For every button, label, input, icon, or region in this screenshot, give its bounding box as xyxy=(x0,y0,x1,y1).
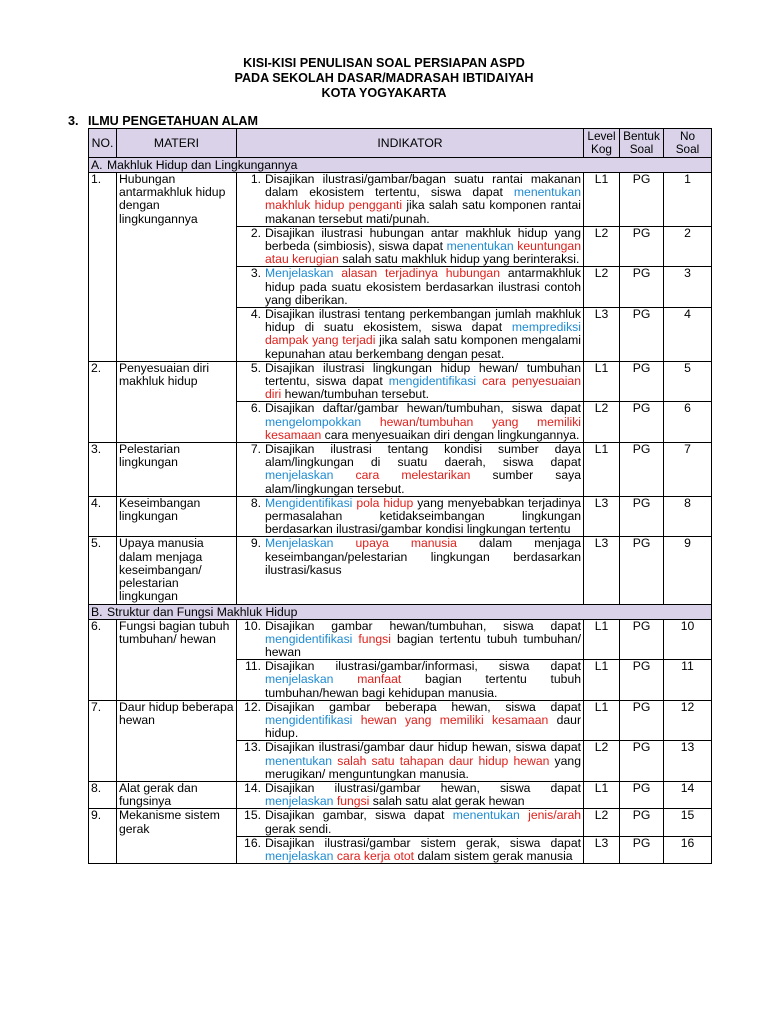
indikator-cell xyxy=(237,781,584,808)
indikator-verb: Mengidentifikasi xyxy=(265,495,353,510)
indikator-text xyxy=(265,227,581,267)
indikator-key-phrase: dampak yang terjadi xyxy=(265,333,376,348)
indikator-text xyxy=(265,173,581,226)
indikator-verb: menentukan xyxy=(265,753,333,768)
section-title: ILMU PENGETAHUAN ALAM xyxy=(88,114,259,128)
no-soal-cell: 10 xyxy=(664,619,712,660)
indikator-verb: Menjelaskan xyxy=(265,266,334,281)
group-row-a: A. Makhluk Hidup dan Lingkungannya xyxy=(89,158,712,173)
indikator-number: 15. xyxy=(244,808,261,823)
indikator-cell xyxy=(237,308,584,362)
indikator-text-segment: dalam sistem gerak manusia xyxy=(414,848,573,863)
materi-no: 6. xyxy=(89,619,117,700)
indikator-text xyxy=(265,537,581,577)
indikator-key-phrase: keuntungan atau kerugian xyxy=(265,239,581,267)
no-soal-cell: 7 xyxy=(664,443,712,497)
indikator-text-segment: antarmakhluk hidup pada suatu ekosistem berdasarkan ilustrasi contoh yang diberikan. xyxy=(265,266,581,307)
indikator-text xyxy=(265,837,581,863)
section-heading xyxy=(68,114,258,128)
bentuk-cell: PG xyxy=(620,402,664,443)
level-cell: L2 xyxy=(584,741,620,782)
level-cell: L1 xyxy=(584,443,620,497)
indikator-text-segment: yang menyebabkan terjadinya permasalahan ketidakseimbangan lingkungan berdasarkan ilustrasi/gambar kondisi lingkungan tertentu xyxy=(265,495,581,537)
level-cell: L1 xyxy=(584,660,620,701)
materi-no: 7. xyxy=(89,700,117,781)
materi-no: 1. xyxy=(89,173,117,362)
indikator-key-phrase: jenis/arah xyxy=(528,808,582,823)
indikator-text-segment: Disajikan ilustrasi lingkungan hidup hewan/ tumbuhan tertentu, siswa dapat xyxy=(265,360,581,389)
indikator-text xyxy=(265,741,581,781)
level-cell: L2 xyxy=(584,402,620,443)
indikator-key-phrase: fungsi xyxy=(336,794,370,809)
no-soal-cell: 8 xyxy=(664,496,712,537)
indikator-key-phrase: alasan terjadinya hubungan xyxy=(341,266,500,281)
indikator-verb: menentukan xyxy=(446,239,514,254)
materi-text: Keseimbangan lingkungan xyxy=(117,496,237,537)
col-header-materi: MATERI xyxy=(117,129,237,158)
indikator-text-segment: Disajikan ilustrasi/gambar daur hidup hewan, siswa dapat xyxy=(265,740,581,755)
level-cell: L1 xyxy=(584,619,620,660)
indikator-text-segment: Disajikan gambar, siswa dapat xyxy=(265,808,453,823)
table-row xyxy=(89,537,712,604)
indikator-text-segment: Disajikan ilustrasi tentang perkembangan jumlah makhluk hidup di suatu ekosistem, siswa dapat xyxy=(265,307,581,335)
no-soal-cell: 13 xyxy=(664,741,712,782)
indikator-number: 9. xyxy=(250,536,261,551)
indikator-text-segment: jika salah satu komponen rantai makanan tersebut mati/punah. xyxy=(265,198,581,226)
indikator-text xyxy=(265,362,581,402)
indikator-cell xyxy=(237,173,584,227)
indikator-cell xyxy=(237,361,584,402)
no-soal-cell: 4 xyxy=(664,308,712,362)
indikator-verb: mengidentifikasi xyxy=(388,374,477,389)
document-title xyxy=(0,56,768,101)
indikator-text xyxy=(265,267,581,307)
no-soal-cell: 12 xyxy=(664,700,712,741)
indikator-text-segment xyxy=(520,808,528,822)
bentuk-cell: PG xyxy=(620,443,664,497)
bentuk-cell: PG xyxy=(620,308,664,362)
table-row xyxy=(89,700,712,741)
bentuk-cell: PG xyxy=(620,496,664,537)
bentuk-cell: PG xyxy=(620,741,664,782)
indikator-cell xyxy=(237,700,584,741)
indikator-text xyxy=(265,782,581,808)
no-soal-cell: 15 xyxy=(664,809,712,836)
indikator-number: 3. xyxy=(250,266,261,281)
indikator-text-segment xyxy=(361,415,380,429)
indikator-text-segment: yang merugikan/ menguntungkan manusia. xyxy=(265,753,581,781)
level-cell: L2 xyxy=(584,267,620,308)
level-cell: L1 xyxy=(584,781,620,808)
materi-text: Hubungan antarmakhluk hidup dengan lingkungannya xyxy=(117,173,237,362)
indikator-text-segment: Disajikan gambar hewan/tumbuhan, siswa dapat xyxy=(265,618,581,633)
table-row xyxy=(89,496,712,537)
level-cell: L3 xyxy=(584,836,620,863)
col-header-level: Level Kog xyxy=(584,129,620,158)
title-line-1: KISI-KISI PENULISAN SOAL PERSIAPAN ASPD xyxy=(243,56,525,70)
indikator-cell xyxy=(237,226,584,267)
indikator-number: 6. xyxy=(250,401,261,416)
indikator-number: 2. xyxy=(250,225,261,240)
indikator-text xyxy=(265,660,581,700)
table-row xyxy=(89,361,712,402)
materi-no: 4. xyxy=(89,496,117,537)
indikator-cell xyxy=(237,809,584,836)
col-header-no-soal: No Soal xyxy=(664,129,712,158)
indikator-text-segment xyxy=(333,536,355,550)
indikator-text-segment: bagian tertentu tubuh tumbuhan/hewan bagi kehidupan manusia. xyxy=(265,672,581,700)
title-line-2: PADA SEKOLAH DASAR/MADRASAH IBTIDAIYAH xyxy=(234,71,534,85)
indikator-text xyxy=(265,443,581,496)
bentuk-cell: PG xyxy=(620,836,664,863)
indikator-text-segment: daur hidup. xyxy=(265,712,581,741)
indikator-cell xyxy=(237,443,584,497)
col-header-bentuk: Bentuk Soal xyxy=(620,129,664,158)
indikator-text xyxy=(265,402,581,442)
bentuk-cell: PG xyxy=(620,809,664,836)
indikator-cell xyxy=(237,537,584,604)
indikator-verb: memprediksi xyxy=(511,320,581,335)
bentuk-cell: PG xyxy=(620,361,664,402)
indikator-text xyxy=(265,308,581,361)
indikator-verb: menjelaskan xyxy=(265,468,334,483)
materi-text: Fungsi bagian tubuh tumbuhan/ hewan xyxy=(117,619,237,700)
indikator-number: 4. xyxy=(250,307,261,322)
materi-no: 9. xyxy=(89,809,117,864)
indikator-text-segment: jika salah satu komponen mengalami kepunahan atau berkembang dengan pesat. xyxy=(265,333,581,361)
indikator-number: 8. xyxy=(250,495,261,510)
bentuk-cell: PG xyxy=(620,619,664,660)
section-number: 3. xyxy=(68,114,79,128)
indikator-key-phrase: hewan yang memiliki kesamaan xyxy=(360,712,549,727)
indikator-verb: mengelompokkan xyxy=(265,414,362,429)
no-soal-cell: 9 xyxy=(664,537,712,604)
no-soal-cell: 1 xyxy=(664,173,712,227)
table-row xyxy=(89,173,712,227)
indikator-text xyxy=(265,620,581,660)
indikator-text-segment: dalam menjaga keseimbangan/pelestarian lingkungan berdasarkan ilustrasi/kasus xyxy=(265,536,581,577)
indikator-cell xyxy=(237,619,584,660)
indikator-number: 13. xyxy=(244,740,261,755)
indikator-number: 5. xyxy=(250,360,261,375)
indikator-cell xyxy=(237,660,584,701)
indikator-verb: menjelaskan xyxy=(265,794,334,809)
no-soal-cell: 14 xyxy=(664,781,712,808)
materi-text: Penyesuaian diri makhluk hidup xyxy=(117,361,237,442)
indikator-key-phrase: fungsi xyxy=(358,631,391,646)
level-cell: L1 xyxy=(584,361,620,402)
indikator-text-segment: cara menyesuaikan diri dengan lingkungannya. xyxy=(321,427,580,442)
indikator-text-segment xyxy=(333,468,355,482)
table-row xyxy=(89,809,712,836)
indikator-key-phrase: makhluk hidup pengganti xyxy=(265,198,403,213)
level-cell: L2 xyxy=(584,226,620,267)
kisi-kisi-table xyxy=(88,128,712,864)
indikator-key-phrase: pola hidup xyxy=(356,495,414,510)
indikator-text-segment: sumber saya alam/lingkungan tersebut. xyxy=(265,468,582,496)
indikator-verb: mengidentifikasi xyxy=(265,631,353,646)
indikator-text-segment: Disajikan ilustrasi/gambar/bagan suatu rantai makanan dalam ekosistem tertentu, siswa dapat xyxy=(265,172,581,200)
level-cell: L1 xyxy=(584,700,620,741)
group-row-b: B. Struktur dan Fungsi Makhluk Hidup xyxy=(89,604,712,619)
bentuk-cell: PG xyxy=(620,267,664,308)
indikator-text-segment: gerak sendi. xyxy=(265,821,332,836)
materi-text: Pelestarian lingkungan xyxy=(117,443,237,497)
level-cell: L2 xyxy=(584,809,620,836)
indikator-verb: menjelaskan xyxy=(265,672,334,687)
indikator-text-segment: salah satu alat gerak hewan xyxy=(369,794,525,809)
title-line-3: KOTA YOGYAKARTA xyxy=(321,86,447,100)
indikator-cell xyxy=(237,496,584,537)
level-cell: L3 xyxy=(584,496,620,537)
indikator-text-segment: Disajikan ilustrasi/gambar hewan, siswa dapat xyxy=(265,780,581,795)
indikator-key-phrase: cara penyesuaian diri xyxy=(265,374,581,402)
indikator-number: 14. xyxy=(244,780,261,795)
table-row xyxy=(89,443,712,497)
indikator-key-phrase: salah satu tahapan daur hidup hewan xyxy=(337,753,550,768)
no-soal-cell: 5 xyxy=(664,361,712,402)
level-cell: L3 xyxy=(584,308,620,362)
indikator-text-segment: hewan/tumbuhan tersebut. xyxy=(281,387,429,402)
table-row xyxy=(89,619,712,660)
bentuk-cell: PG xyxy=(620,781,664,808)
materi-no: 8. xyxy=(89,781,117,808)
no-soal-cell: 6 xyxy=(664,402,712,443)
no-soal-cell: 3 xyxy=(664,267,712,308)
indikator-text-segment: Disajikan ilustrasi tentang kondisi sumber daya alam/lingkungan di suatu daerah, siswa dapat xyxy=(265,442,581,470)
no-soal-cell: 11 xyxy=(664,660,712,701)
indikator-text-segment: salah satu makhluk hidup yang berinteraksi. xyxy=(338,252,580,267)
indikator-key-phrase: manfaat xyxy=(357,672,402,687)
indikator-number: 11. xyxy=(244,659,261,674)
bentuk-cell: PG xyxy=(620,173,664,227)
indikator-text xyxy=(265,701,581,741)
bentuk-cell: PG xyxy=(620,660,664,701)
materi-no: 3. xyxy=(89,443,117,497)
indikator-text-segment xyxy=(333,672,357,686)
indikator-key-phrase: cara kerja otot xyxy=(336,848,415,863)
level-cell: L3 xyxy=(584,537,620,604)
materi-text: Alat gerak dan fungsinya xyxy=(117,781,237,808)
bentuk-cell: PG xyxy=(620,700,664,741)
no-soal-cell: 16 xyxy=(664,836,712,863)
indikator-number: 7. xyxy=(250,442,261,457)
bentuk-cell: PG xyxy=(620,537,664,604)
materi-no: 5. xyxy=(89,537,117,604)
indikator-text-segment: Disajikan ilustrasi hubungan antar makhluk hidup yang berbeda (simbiosis), siswa dapat xyxy=(265,225,581,254)
indikator-number: 16. xyxy=(244,835,261,850)
indikator-text-segment: bagian tertentu tubuh tumbuhan/ hewan xyxy=(265,631,581,659)
indikator-verb: menentukan xyxy=(513,185,581,200)
indikator-cell xyxy=(237,836,584,863)
indikator-verb: mengidentifikasi xyxy=(265,712,353,727)
bentuk-cell: PG xyxy=(620,226,664,267)
indikator-number: 10. xyxy=(244,618,261,633)
indikator-verb: menjelaskan xyxy=(265,848,334,863)
indikator-cell xyxy=(237,741,584,782)
indikator-key-phrase: cara melestarikan xyxy=(355,468,471,483)
materi-text: Upaya manusia dalam menjaga keseimbangan/ pelestarian lingkungan xyxy=(117,537,237,604)
indikator-text-segment: Disajikan ilustrasi/gambar/informasi, siswa dapat xyxy=(265,659,581,674)
indikator-key-phrase: hewan/tumbuhan yang memiliki kesamaan xyxy=(265,414,582,442)
materi-text: Daur hidup beberapa hewan xyxy=(117,700,237,781)
indikator-text xyxy=(265,809,581,835)
level-cell: L1 xyxy=(584,173,620,227)
col-header-indikator: INDIKATOR xyxy=(237,129,584,158)
no-soal-cell: 2 xyxy=(664,226,712,267)
table-row xyxy=(89,781,712,808)
indikator-text-segment: Disajikan gambar beberapa hewan, siswa dapat xyxy=(265,699,581,714)
indikator-number: 1. xyxy=(250,172,261,186)
materi-text: Mekanisme sistem gerak xyxy=(117,809,237,864)
indikator-cell xyxy=(237,402,584,443)
materi-no: 2. xyxy=(89,361,117,442)
indikator-number: 12. xyxy=(244,699,261,714)
indikator-text-segment xyxy=(352,713,360,727)
indikator-text-segment: Disajikan daftar/gambar hewan/tumbuhan, siswa dapat xyxy=(265,401,581,416)
table-header-row xyxy=(89,129,712,158)
indikator-verb: menentukan xyxy=(452,808,520,823)
indikator-cell xyxy=(237,267,584,308)
col-header-no: NO. xyxy=(89,129,117,158)
indikator-verb: Menjelaskan xyxy=(265,536,334,551)
indikator-key-phrase: upaya manusia xyxy=(355,536,457,551)
indikator-text-segment: Disajikan ilustrasi/gambar sistem gerak, siswa dapat xyxy=(265,835,581,850)
indikator-text xyxy=(265,497,581,537)
